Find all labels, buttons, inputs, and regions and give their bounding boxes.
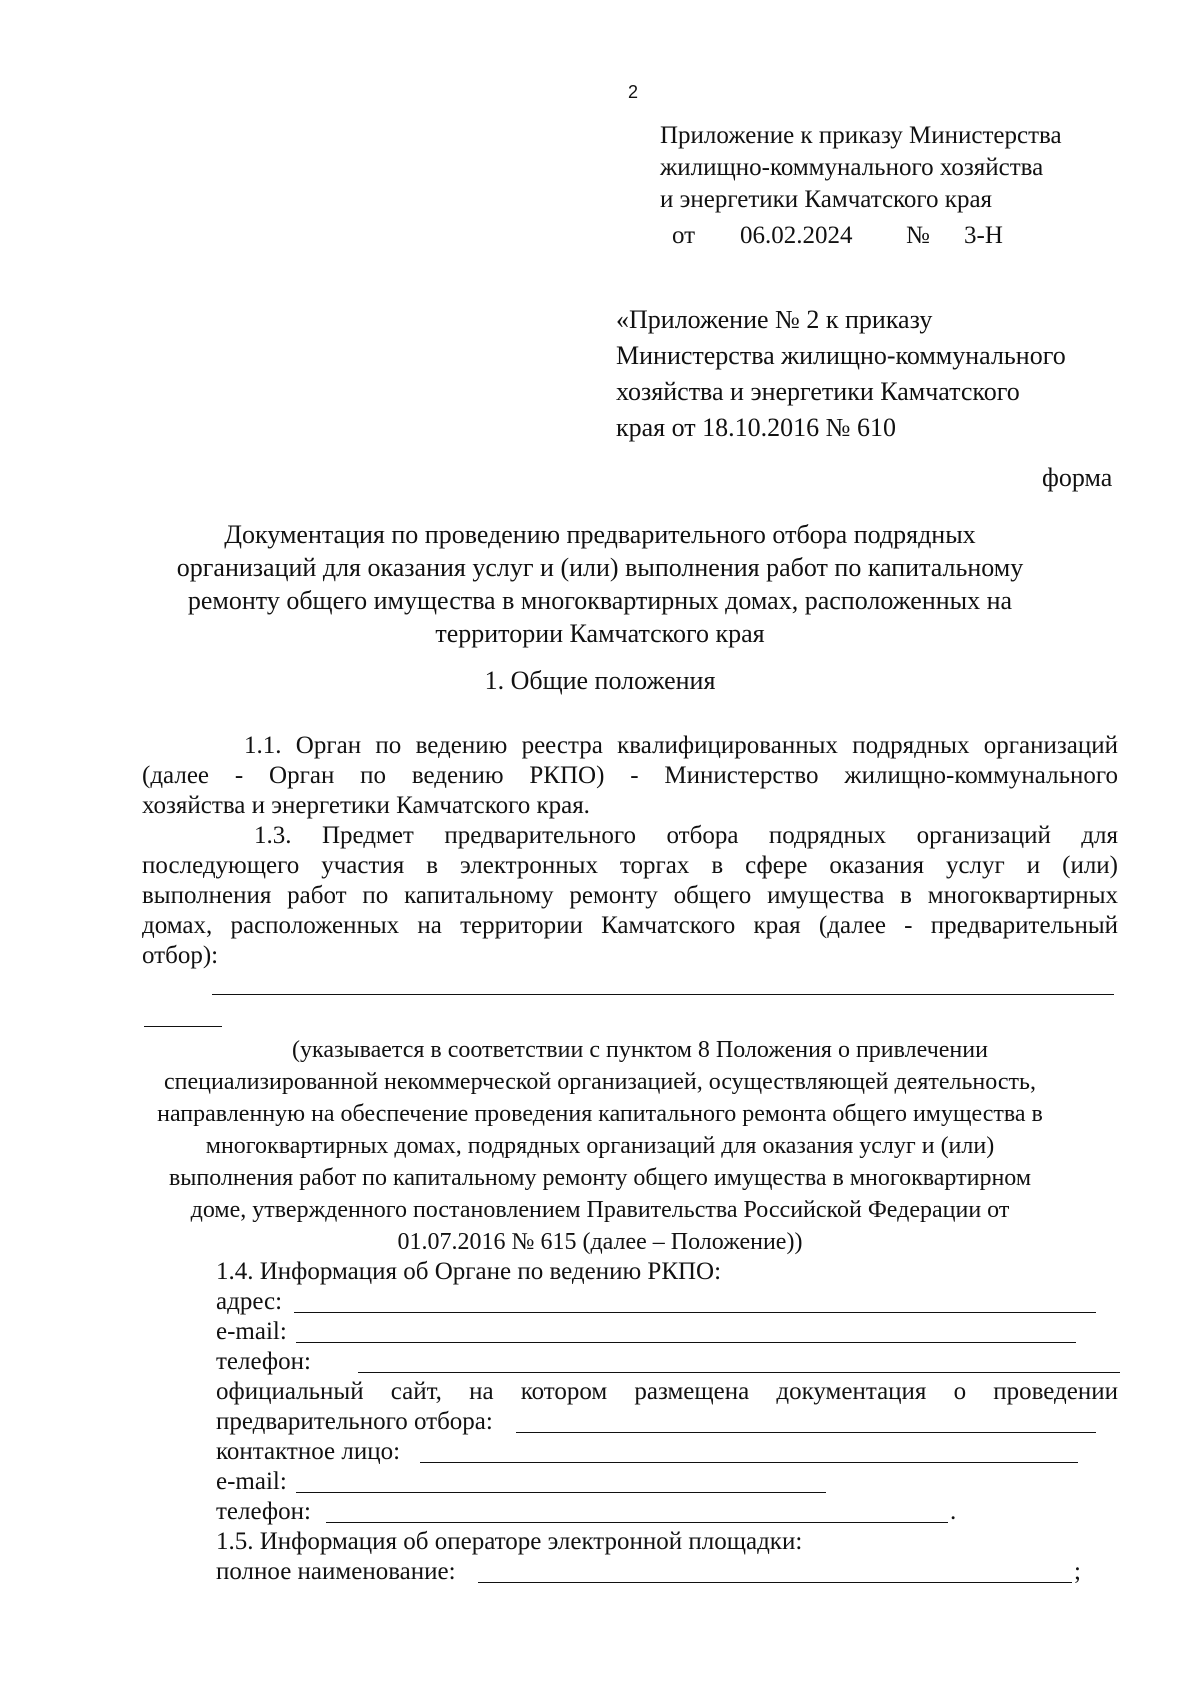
site-label-line-2: предварительного отбора: — [216, 1408, 493, 1435]
phone2-end: . — [950, 1498, 957, 1525]
email-field[interactable] — [296, 1342, 1076, 1343]
address-field[interactable] — [294, 1312, 1096, 1313]
header2-line-2: Министерства жилищно-коммунального — [616, 341, 1066, 370]
blank-line-1[interactable] — [212, 994, 1114, 995]
email-label: e-mail: — [216, 1318, 287, 1345]
blank-line-2[interactable] — [144, 1026, 222, 1027]
p11-line-3: хозяйства и энергетики Камчатского края. — [142, 792, 590, 819]
note-line-7: 01.07.2016 № 615 (далее – Положение)) — [397, 1229, 803, 1255]
phone-label: телефон: — [216, 1348, 311, 1375]
note-line-6: доме, утвержденного постановлением Правительства Российской Федерации от — [190, 1197, 1010, 1223]
note-line-5: выполнения работ по капитальному ремонту общего имущества в многоквартирном — [168, 1165, 1032, 1191]
p13-line-5: отбор): — [142, 942, 219, 969]
phone2-label: телефон: — [216, 1498, 311, 1525]
contact-field[interactable] — [420, 1462, 1078, 1463]
header-num-sign: № — [906, 222, 930, 249]
forma-label: форма — [1042, 463, 1113, 492]
doc-title-line-3: ремонту общего имущества в многоквартирных домах, расположенных на — [187, 586, 1013, 615]
header-line-2: жилищно-коммунального хозяйства — [660, 154, 1044, 181]
doc-title-line-4: территории Камчатского края — [435, 619, 765, 648]
site-label-line-1: официальный сайт, на котором размещена документация о проведении — [216, 1378, 1118, 1405]
email2-label: e-mail: — [216, 1468, 287, 1495]
site-field[interactable] — [516, 1432, 1096, 1433]
header2-line-1: «Приложение № 2 к приказу — [616, 305, 933, 334]
doc-title-line-1: Документация по проведению предварительного отбора подрядных — [224, 520, 976, 549]
p13-line-3: выполнения работ по капитальному ремонту общего имущества в многоквартирных — [142, 882, 1118, 909]
header2-line-3: хозяйства и энергетики Камчатского — [616, 377, 1020, 406]
contact-label: контактное лицо: — [216, 1438, 401, 1465]
header-line-3: и энергетики Камчатского края — [660, 186, 993, 213]
p11-line-1: 1.1. Орган по ведению реестра квалифицированных подрядных организаций — [244, 732, 1118, 759]
p11-line-2: (далее - Орган по ведению РКПО) - Министерство жилищно-коммунального — [142, 762, 1118, 789]
header-number: 3-Н — [964, 222, 1003, 249]
header-date: 06.02.2024 — [740, 222, 853, 249]
p14-heading: 1.4. Информация об Органе по ведению РКПО: — [216, 1258, 722, 1285]
phone2-field[interactable] — [326, 1522, 948, 1523]
note-line-1: (указывается в соответствии с пунктом 8 Положения о привлечении — [292, 1037, 988, 1063]
fullname-label: полное наименование: — [216, 1558, 456, 1585]
fullname-end: ; — [1074, 1558, 1081, 1585]
p13-line-1: 1.3. Предмет предварительного отбора подрядных организаций для — [254, 822, 1118, 849]
address-label: адрес: — [216, 1288, 283, 1315]
email2-field[interactable] — [296, 1492, 826, 1493]
note-line-4: многоквартирных домах, подрядных организаций для оказания услуг и (или) — [205, 1133, 995, 1159]
p13-line-2: последующего участия в электронных торгах в сфере оказания услуг и (или) — [142, 852, 1118, 879]
section-heading: 1. Общие положения — [484, 666, 716, 695]
phone-field[interactable] — [358, 1372, 1120, 1373]
doc-title-line-2: организаций для оказания услуг и (или) выполнения работ по капитальному — [176, 553, 1024, 582]
header2-line-4: края от 18.10.2016 № 610 — [616, 413, 896, 442]
header-ot: от — [672, 222, 696, 249]
p15-heading: 1.5. Информация об операторе электронной площадки: — [216, 1528, 803, 1555]
header-line-1: Приложение к приказу Министерства — [660, 122, 1062, 149]
page-number: 2 — [628, 82, 639, 102]
note-line-3: направленную на обеспечение проведения капитального ремонта общего имущества в — [157, 1101, 1043, 1127]
fullname-field[interactable] — [478, 1582, 1072, 1583]
p13-line-4: домах, расположенных на территории Камчатского края (далее - предварительный — [142, 912, 1118, 939]
note-line-2: специализированной некоммерческой организацией, осуществляющей деятельность, — [164, 1069, 1036, 1095]
